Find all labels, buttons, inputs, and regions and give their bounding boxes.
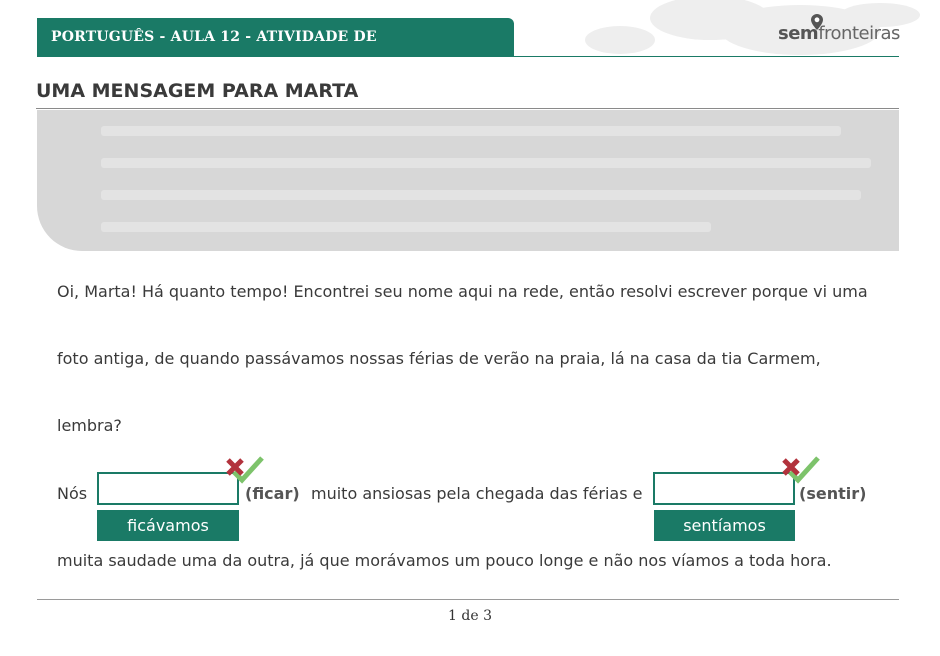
blank-input-sentir[interactable] [653,472,795,505]
feedback-icons-1 [224,452,264,484]
lesson-header-bar [37,18,514,84]
obscured-instructions-text [37,110,899,251]
verb-hint-sentir: (sentir) [799,484,867,503]
feedback-icons-2 [780,452,820,484]
logo-text-sem: sem [778,23,819,44]
text-line-4-mid: muito ansiosas pela chegada das férias e [311,484,643,503]
text-line-5: muita saudade uma da outra, já que morávamos um pouco longe e não nos víamos a toda hora. [57,551,832,570]
instructions-panel [37,110,899,251]
logo-text-fronteiras: fronteiras [818,23,900,44]
text-line-4-start: Nós [57,484,88,503]
text-line-1: Oi, Marta! Há quanto tempo! Encontrei seu nome aqui na rede, então resolvi escrever porque vi uma [57,282,868,301]
text-line-2: foto antiga, de quando passávamos nossas férias de verão na praia, lá na casa da tia Carmem, [57,349,821,368]
page-indicator: 1 de 3 [448,608,492,624]
semfronteiras-logo [778,16,900,46]
blank-input-ficar[interactable] [97,472,239,505]
answer-chip-ficavamos: ficávamos [97,510,239,541]
title-divider [36,108,899,109]
lesson-title: PORTUGUÊS - AULA 12 - ATIVIDADE DE APRENDIZAGEM [51,29,377,84]
page-title: UMA MENSAGEM PARA MARTA [36,80,359,102]
verb-hint-ficar: (ficar) [245,484,300,503]
text-line-3: lembra? [57,416,122,435]
header-divider [37,56,899,57]
answer-chip-sentiamos: sentíamos [654,510,795,541]
footer-divider [37,599,899,600]
